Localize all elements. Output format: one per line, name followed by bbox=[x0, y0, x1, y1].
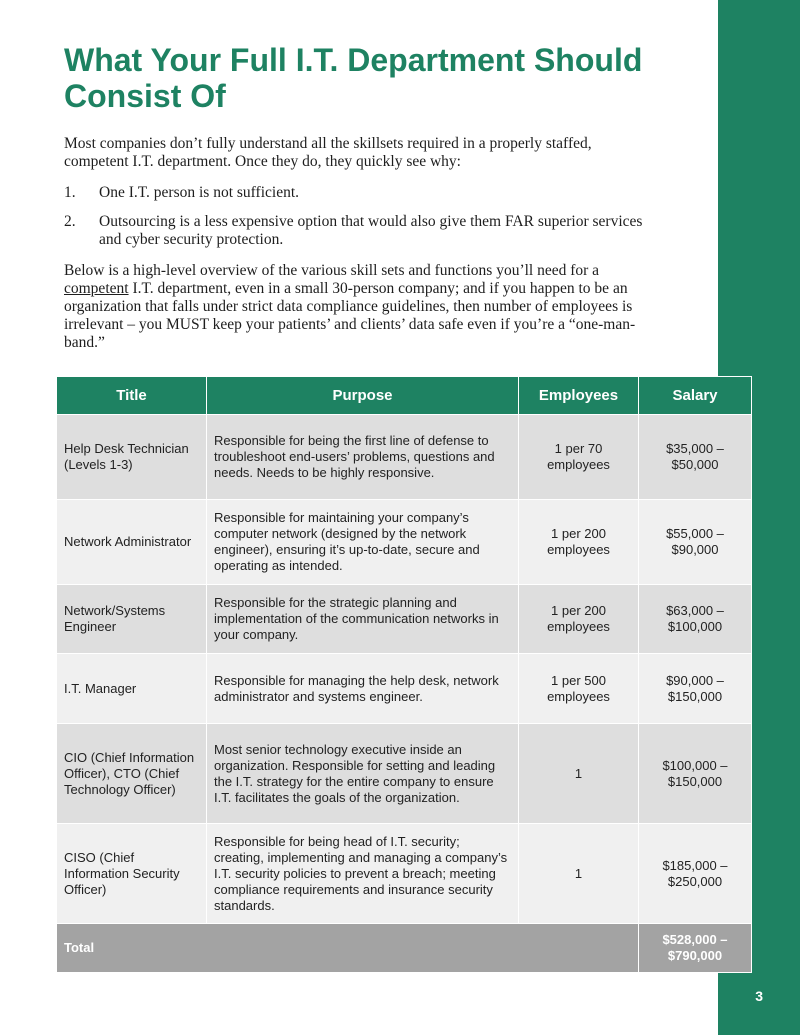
role-title: CISO (Chief Information Security Officer) bbox=[57, 824, 207, 924]
role-salary: $55,000 – $90,000 bbox=[639, 500, 752, 585]
table-row bbox=[57, 415, 752, 500]
header-employees: Employees bbox=[519, 377, 639, 415]
header-purpose: Purpose bbox=[207, 377, 519, 415]
header-salary: Salary bbox=[639, 377, 752, 415]
intro-paragraph-1: Most companies don’t fully understand all the skillsets required in a properly staffed, competent I.T. department. Once they do, they quickly see why: bbox=[64, 135, 592, 170]
role-title: CIO (Chief Information Officer), CTO (Chief Technology Officer) bbox=[57, 724, 207, 824]
table-row bbox=[57, 724, 752, 824]
it-department-table bbox=[56, 376, 752, 973]
total-label: Total bbox=[57, 924, 639, 973]
total-salary: $528,000 – $790,000 bbox=[639, 924, 752, 973]
role-employees: 1 per 70 employees bbox=[519, 415, 639, 500]
table-row bbox=[57, 500, 752, 585]
list-text: Outsourcing is a less expensive option that would also give them FAR superior services and cyber security protection. bbox=[99, 213, 643, 248]
intro-paragraph-2 bbox=[64, 262, 654, 352]
table-row bbox=[57, 824, 752, 924]
role-title: Network Administrator bbox=[57, 500, 207, 585]
role-employees: 1 bbox=[519, 724, 639, 824]
role-salary: $35,000 – $50,000 bbox=[639, 415, 752, 500]
role-purpose: Responsible for managing the help desk, network administrator and systems engineer. bbox=[207, 654, 519, 724]
role-purpose: Most senior technology executive inside an organization. Responsible for setting and leading the I.T. strategy for the entire company to ensure I.T. facilitates the goals of the organization. bbox=[207, 724, 519, 824]
role-purpose: Responsible for being head of I.T. security; creating, implementing and managing a company’s I.T. security policies to prevent a breach; meeting compliance requirements and insurance security standards. bbox=[207, 824, 519, 924]
role-purpose: Responsible for the strategic planning and implementation of the communication networks in your company. bbox=[207, 585, 519, 654]
role-salary: $63,000 – $100,000 bbox=[639, 585, 752, 654]
list-number: 2. bbox=[64, 213, 76, 230]
list-item bbox=[64, 213, 654, 249]
role-salary: $100,000 – $150,000 bbox=[639, 724, 752, 824]
role-employees: 1 per 500 employees bbox=[519, 654, 639, 724]
page-number: 3 bbox=[755, 988, 763, 1004]
table-header-row bbox=[57, 377, 752, 415]
role-employees: 1 bbox=[519, 824, 639, 924]
table-row bbox=[57, 585, 752, 654]
reasons-list bbox=[64, 184, 654, 249]
role-title: Network/Systems Engineer bbox=[57, 585, 207, 654]
role-salary: $185,000 – $250,000 bbox=[639, 824, 752, 924]
table-row bbox=[57, 654, 752, 724]
total-row bbox=[57, 924, 752, 973]
page-title: What Your Full I.T. Department Should Consist Of bbox=[64, 42, 643, 114]
role-purpose: Responsible for maintaining your company’s computer network (designed by the network engineer), ensuring it’s up-to-date, secure and operating as intended. bbox=[207, 500, 519, 585]
role-title: Help Desk Technician (Levels 1-3) bbox=[57, 415, 207, 500]
role-employees: 1 per 200 employees bbox=[519, 585, 639, 654]
list-number: 1. bbox=[64, 184, 76, 201]
role-title: I.T. Manager bbox=[57, 654, 207, 724]
role-purpose: Responsible for being the first line of defense to troubleshoot end-users’ problems, questions and needs. Needs to be highly responsive. bbox=[207, 415, 519, 500]
intro-section bbox=[64, 135, 654, 365]
paragraph-text: I.T. department, even in a small 30-person company; and if you happen to be an organization that falls under strict data compliance guidelines, then number of employees is irrelevant – you MUST keep your patients’ and clients’ data safe even if you’re a “one-man-band.” bbox=[64, 280, 636, 351]
paragraph-text: Below is a high-level overview of the various skill sets and functions you’ll need for a bbox=[64, 262, 600, 279]
role-salary: $90,000 – $150,000 bbox=[639, 654, 752, 724]
list-text: One I.T. person is not sufficient. bbox=[99, 184, 300, 201]
header-title: Title bbox=[57, 377, 207, 415]
underlined-word: competent bbox=[64, 280, 129, 297]
role-employees: 1 per 200 employees bbox=[519, 500, 639, 585]
list-item bbox=[64, 184, 654, 202]
